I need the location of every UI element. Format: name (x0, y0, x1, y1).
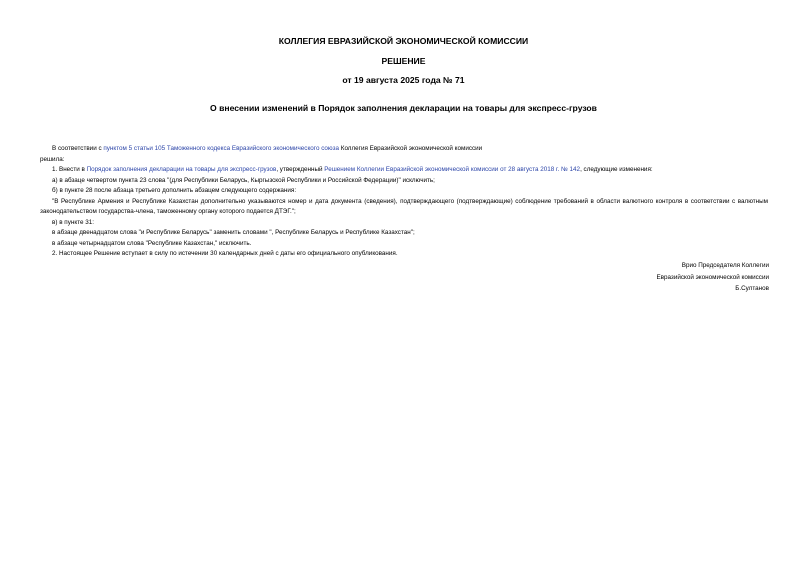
signatory-organization: Евразийской экономической комиссии (656, 273, 769, 281)
document-type: РЕШЕНИЕ (381, 56, 426, 66)
document-title: О внесении изменений в Порядок заполнения декларации на товары для экспресс-грузов (210, 103, 597, 113)
paragraph-preamble (40, 144, 768, 155)
signatory-name: Б.Султанов (735, 285, 769, 292)
paragraph-subitem-b: б) в пункте 28 после абзаца третьего дополнить абзацем следующего содержания: (52, 187, 297, 195)
paragraph-subitem-a: а) в абзаце четвертом пункта 23 слова "(для Республики Беларусь, Кыргызской Республики и Российской Федерации)" исключить; (52, 176, 435, 184)
paragraph-item-2: 2. Настоящее Решение вступает в силу по истечении 30 календарных дней с даты его официального опубликования. (52, 250, 398, 258)
paragraph-quoted-addition: "В Республике Армения и Республике Казахстан дополнительно указываются номер и дата документа (сведения), подтверждающего (подтверждающие) соблюдение требований в области валютного контроля в соответствии с валютным законодательством государства-члена, таможенному органу которого подается ДТЭГ."; (40, 197, 768, 216)
document-date-number: от 19 августа 2025 года № 71 (342, 75, 465, 85)
signatory-position: Врио Председателя Коллегии (681, 262, 769, 269)
item-1-text-middle: , утвержденный (276, 166, 325, 174)
paragraph-fourteenth-clause: в абзаце четырнадцатом слова "Республике Казахстан," исключить. (52, 239, 252, 247)
issuing-organization: КОЛЛЕГИЯ ЕВРАЗИЙСКОЙ ЭКОНОМИЧЕСКОЙ КОМИССИИ (278, 36, 529, 46)
preamble-text-start: В соответствии с (52, 145, 104, 152)
paragraph-subitem-v: в) в пункте 31: (52, 218, 94, 226)
customs-code-link[interactable]: пунктом 5 статьи 105 Таможенного кодекса Евразийского экономического союза (103, 145, 340, 152)
item-1-text-start: 1. Внести в (52, 166, 87, 174)
filling-procedure-link[interactable]: Порядок заполнения декларации на товары для экспресс-грузов (86, 166, 277, 174)
paragraph-twelfth-clause: в абзаце двенадцатом слова "и Республике Беларусь" заменить словами ", Республике Беларусь и Республике Казахстан"; (52, 229, 415, 237)
paragraph-decided: решила: (40, 155, 65, 163)
item-1-text-end: , следующие изменения: (580, 166, 653, 174)
document-body (40, 144, 768, 260)
decision-142-link[interactable]: Решением Коллегии Евразийской экономической комиссии от 28 августа 2018 г. № 142 (324, 166, 581, 174)
signature-block (656, 260, 769, 295)
preamble-text-end: Коллегия Евразийской экономической комиссии (339, 145, 483, 152)
paragraph-item-1 (40, 165, 768, 176)
